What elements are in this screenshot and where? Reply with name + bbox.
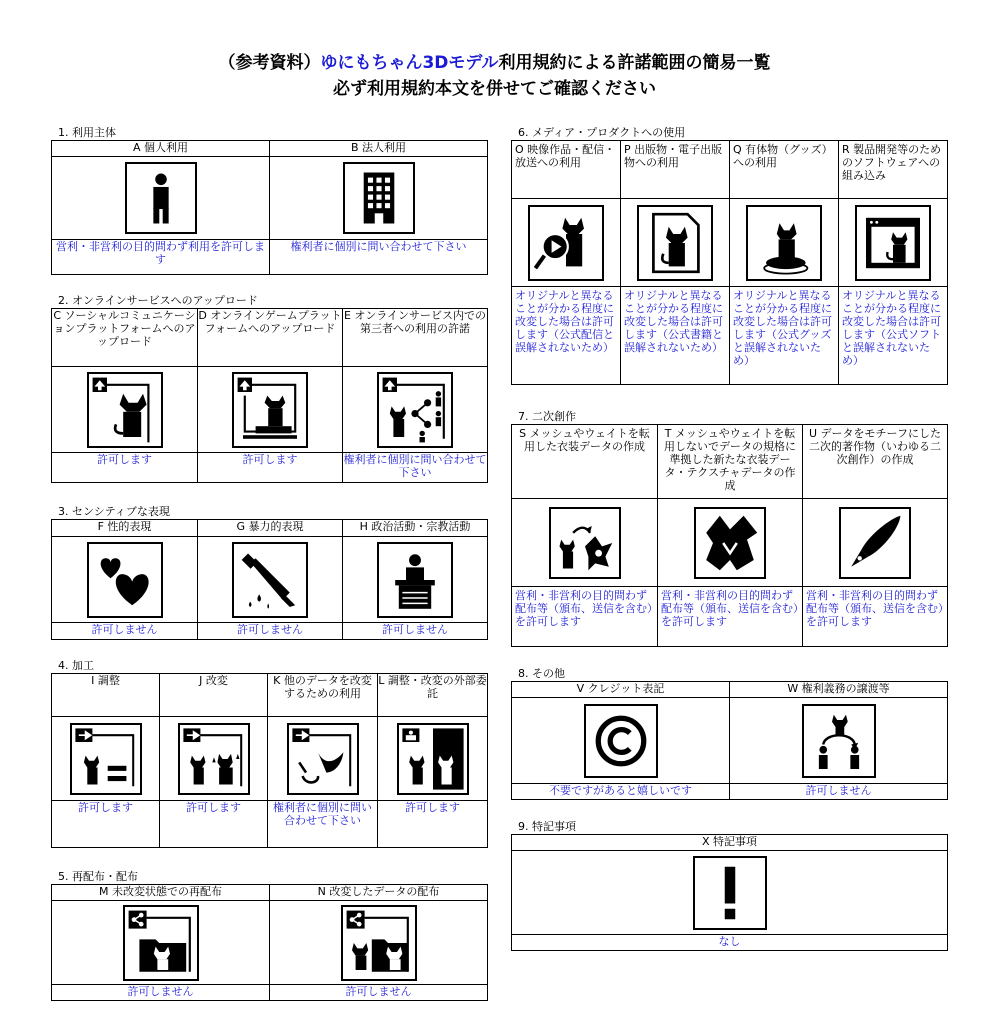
share-modified-icon (341, 905, 417, 981)
section-title: 5. 再配布・配布 (58, 870, 138, 883)
section-table (511, 424, 948, 647)
item-result: 不要ですがあると嬉しいです (512, 784, 730, 800)
modify-icon (178, 723, 250, 795)
item-result: 許可しません (52, 985, 270, 1001)
item-label: S メッシュやウェイトを転用した衣装データの作成 (512, 425, 658, 499)
item-label: P 出版物・電子出版物への利用 (621, 141, 730, 199)
item-result: オリジナルと異なることが分かる程度に改変した場合は許可します（公式書籍と誤解されないため） (621, 287, 730, 385)
item-label: Q 有体物（グッズ）への利用 (730, 141, 839, 199)
item-result: 許可しません (730, 784, 948, 800)
item-label: U データをモチーフにした二次的著作物（いわゆる二次創作）の作成 (803, 425, 948, 499)
section-table (51, 519, 488, 640)
item-result: 権利者に個別に問い合わせて下さい (268, 801, 378, 848)
item-result: なし (512, 935, 948, 951)
item-label: X 特記事項 (512, 835, 948, 851)
title-rest: 利用規約による許諾範囲の簡易一覧 (498, 53, 771, 73)
item-label: O 映像作品・配信・放送への利用 (512, 141, 621, 199)
section-table (511, 140, 948, 385)
item-label: T メッシュやウェイトを転用しないでデータの規格に準拠した新たな衣装データ・テクスチャデータの作成 (658, 425, 803, 499)
item-result: 許可します (198, 453, 343, 483)
outsource-icon (397, 723, 469, 795)
item-label: G 暴力的表現 (198, 520, 343, 537)
item-result: オリジナルと異なることが分かる程度に改変した場合は許可します（公式ソフトと誤解されないため） (839, 287, 948, 385)
video-icon (528, 205, 604, 281)
hearts-icon (87, 542, 163, 618)
item-result: 許可します (52, 453, 198, 483)
section-title: 8. その他 (518, 667, 565, 680)
mesh-transfer-icon (549, 507, 621, 579)
section-title: 2. オンラインサービスへのアップロード (58, 294, 258, 307)
figure-goods-icon (746, 205, 822, 281)
item-result: 権利者に個別に問い合わせて下さい (270, 240, 488, 275)
item-result: 許可しません (52, 623, 198, 640)
item-result: 権利者に個別に問い合わせて下さい (343, 453, 488, 483)
transfer-icon (802, 704, 876, 778)
item-label: B 法人利用 (270, 141, 488, 157)
item-label: J 改変 (160, 674, 268, 717)
item-label: A 個人利用 (52, 141, 270, 157)
publication-icon (637, 205, 713, 281)
item-label: L 調整・改変の外部委託 (378, 674, 488, 717)
item-result: オリジナルと異なることが分かる程度に改変した場合は許可します（公式グッズと誤解されないため） (730, 287, 839, 385)
item-result: 許可しません (198, 623, 343, 640)
section-title: 9. 特記事項 (518, 820, 576, 833)
section-title: 4. 加工 (58, 659, 94, 672)
page-subtitle: 必ず利用規約本文を併せてご確認ください (333, 79, 656, 99)
upload-game-icon (232, 372, 308, 448)
share-folder-icon (123, 905, 199, 981)
section-title: 7. 二次創作 (518, 410, 576, 423)
costume-icon (694, 507, 766, 579)
section-title: 1. 利用主体 (58, 126, 116, 139)
section-table (51, 308, 488, 483)
item-label: M 未改変状態での再配布 (52, 885, 270, 901)
item-result: 営利・非営利の目的問わず配布等（頒布、送信を含む）を許可します (658, 587, 803, 647)
item-result: 営利・非営利の目的問わず配布等（頒布、送信を含む）を許可します (512, 587, 658, 647)
item-label: E オンラインサービス内での第三者への利用の許諾 (343, 309, 488, 367)
exclamation-icon (693, 856, 767, 930)
copyright-icon (584, 704, 658, 778)
modify-other-icon (287, 723, 359, 795)
item-label: I 調整 (52, 674, 160, 717)
office-building-icon (343, 162, 415, 234)
section-title: 6. メディア・プロダクトへの使用 (518, 126, 686, 139)
title-brand: ゆにもちゃん3Dモデル (320, 53, 499, 73)
software-icon (855, 205, 931, 281)
section-table (51, 884, 488, 1001)
item-result: 許可します (52, 801, 160, 848)
item-result: 許可します (378, 801, 488, 848)
podium-icon (377, 542, 453, 618)
item-label: C ソーシャルコミュニケーションプラットフォームへのアップロード (52, 309, 198, 367)
item-label: K 他のデータを改変するための利用 (268, 674, 378, 717)
section-table (51, 140, 488, 275)
item-result: オリジナルと異なることが分かる程度に改変した場合は許可します（公式配信と誤解されないため） (512, 287, 621, 385)
item-label: N 改変したデータの配布 (270, 885, 488, 901)
section-table (511, 834, 948, 951)
item-label: R 製品開発等のためのソフトウェアへの組み込み (839, 141, 948, 199)
adjust-icon (70, 723, 142, 795)
section-table (51, 673, 488, 848)
section-table (511, 681, 948, 800)
item-result: 営利・非営利の目的問わず利用を許可します (52, 240, 270, 275)
item-result: 許可しません (343, 623, 488, 640)
item-label: V クレジット表記 (512, 682, 730, 698)
knife-icon (232, 542, 308, 618)
upload-share-icon (377, 372, 453, 448)
title-prefix: （参考資料） (218, 53, 321, 73)
item-result: 営利・非営利の目的問わず配布等（頒布、送信を含む）を許可します (803, 587, 948, 647)
item-label: D オンラインゲームプラットフォームへのアップロード (198, 309, 343, 367)
page-title (0, 48, 989, 73)
item-label: W 権利義務の譲渡等 (730, 682, 948, 698)
section-title: 3. センシティブな表現 (58, 505, 170, 518)
upload-social-icon (87, 372, 163, 448)
item-result: 許可します (160, 801, 268, 848)
pen-nib-icon (839, 507, 911, 579)
item-result: 許可しません (270, 985, 488, 1001)
item-label: H 政治活動・宗教活動 (343, 520, 488, 537)
person-icon (125, 162, 197, 234)
item-label: F 性的表現 (52, 520, 198, 537)
